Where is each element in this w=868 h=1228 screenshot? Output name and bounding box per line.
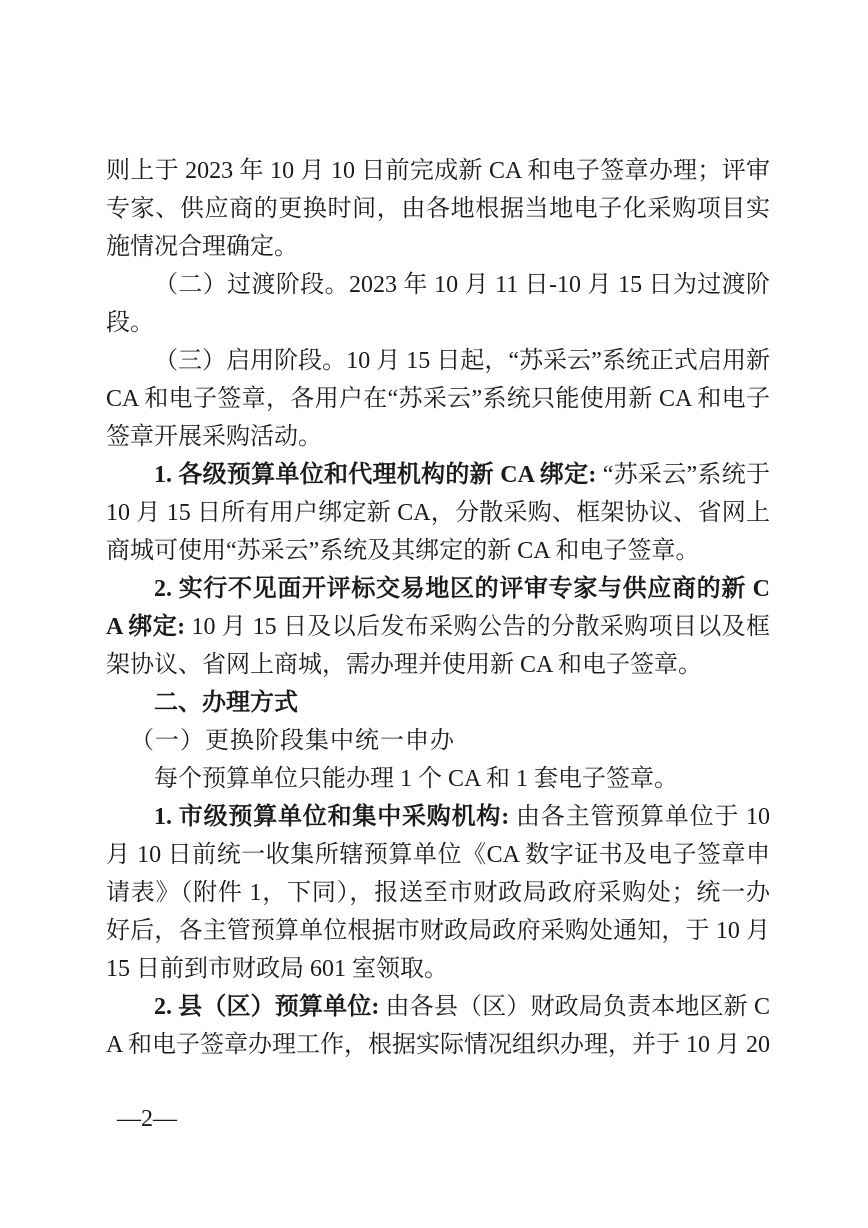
text-segment: （二）过渡阶段。2023 年 10 月 11 日-10 月 15 日为过渡阶段。 (106, 272, 770, 336)
paragraph-stage-transition (106, 266, 770, 342)
document-body (106, 152, 770, 1064)
bold-text-segment: 二、办理方式 (154, 689, 298, 716)
paragraph-ca-binding-budget-units (106, 456, 770, 570)
text-segment: 每个预算单位只能办理 1 个 CA 和 1 套电子签章。 (154, 766, 679, 792)
text-segment: 则上于 2023 年 10 月 10 日前完成新 CA 和电子签章办理；评审专家、供应商的更换时间，由各地根据当地电子化采购项目实施情况合理确定。 (106, 158, 770, 260)
text-segment: 10 月 15 日及以后发布采购公告的分散采购项目以及框架协议、省网上商城，需办理并使用新 CA 和电子签章。 (106, 614, 771, 678)
paragraph-stage-enable (106, 342, 770, 456)
bold-text-segment: 1. 各级预算单位和代理机构的新 CA 绑定: (154, 462, 603, 488)
bold-text-segment: 2. 县（区）预算单位: (154, 994, 386, 1020)
bold-text-segment: 2. 实行不见面开评标交易地区的评审专家与供应商的新 CA 绑定: (106, 576, 770, 640)
paragraph-county-budget-units (106, 988, 770, 1064)
paragraph-city-budget-units (106, 798, 770, 988)
paragraph-intro-continued (106, 152, 770, 266)
text-segment: “苏采云”系统于 10 月 15 日所有用户绑定新 CA，分散采购、框架协议、省网上商城可使用“苏采云”系统及其绑定的新 CA 和电子签章。 (106, 462, 770, 564)
paragraph-quota (106, 760, 770, 798)
text-segment: 由各主管预算单位于 10 月 10 日前统一收集所辖预算单位《CA 数字证书及电子签章申请表》（附件 1，下同），报送至市财政局政府采购处；统一办好后，各主管预算单位根据市财政局政府采购处通知，于 10 月 15 日前到市财政局 601 室领取。 (106, 804, 770, 982)
text-segment: （三）启用阶段。10 月 15 日起，“苏采云”系统正式启用新 CA 和电子签章，各用户在“苏采云”系统只能使用新 CA 和电子签章开展采购活动。 (106, 348, 770, 450)
heading-section-2 (106, 684, 770, 722)
text-segment: （一）更换阶段集中统一申办 (130, 728, 455, 754)
subheading-2-1 (106, 722, 770, 760)
bold-text-segment: 1. 市级预算单位和集中采购机构: (154, 804, 516, 830)
paragraph-ca-binding-experts-suppliers (106, 570, 770, 684)
page-number: —2— (117, 1106, 177, 1132)
text-segment: 由各县（区）财政局负责本地区新 CA 和电子签章办理工作，根据实际情况组织办理，并于 10 月 20 (106, 994, 771, 1058)
